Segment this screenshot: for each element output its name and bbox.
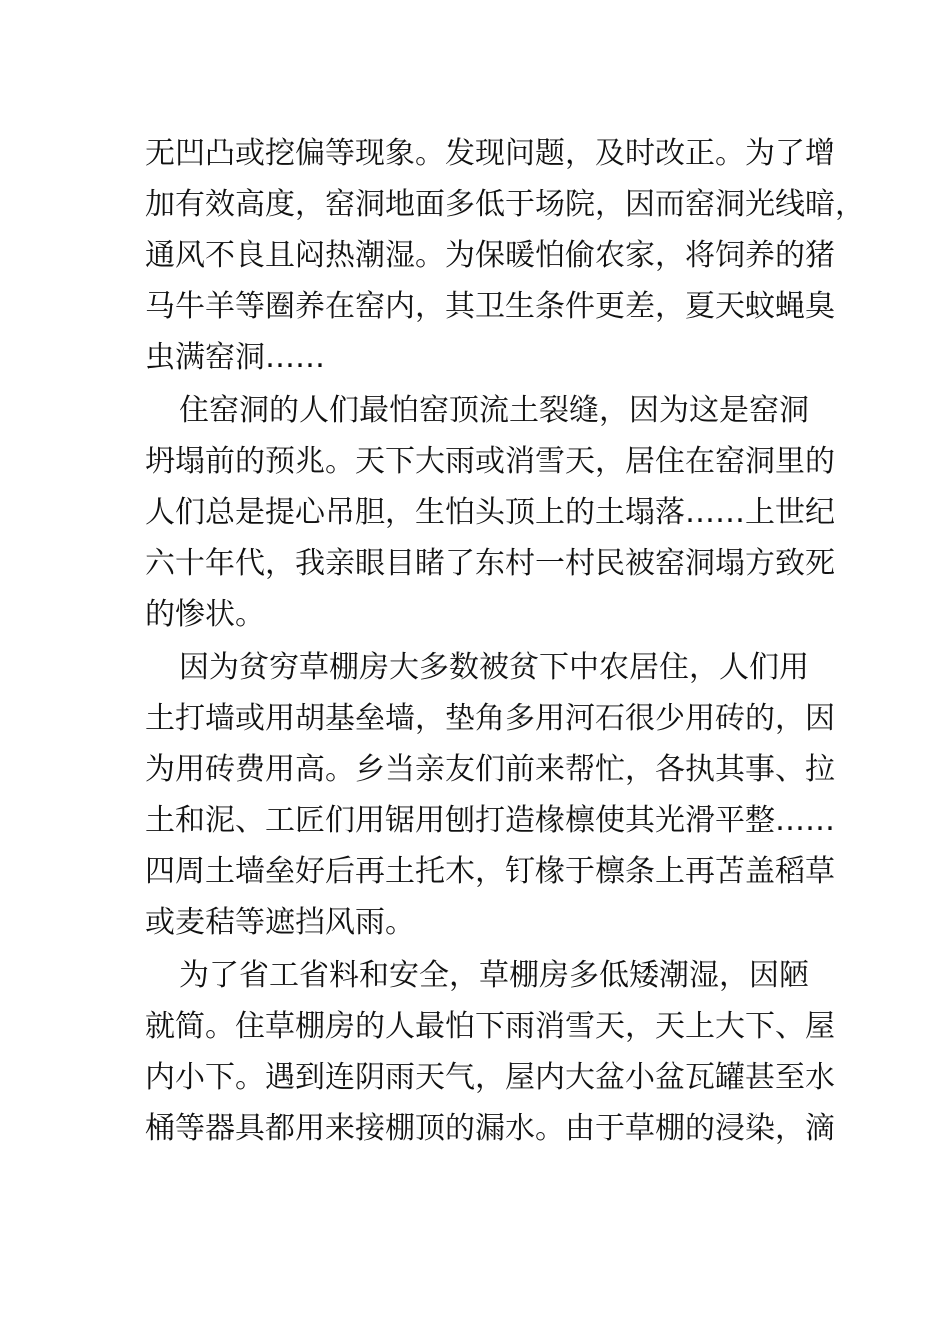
paragraph-line: 马牛羊等圈养在窑内，其卫生条件更差，夏天蚊蝇臭 <box>145 289 835 324</box>
paragraph-line: 坍塌前的预兆。天下大雨或消雪天，居住在窑洞里的 <box>145 444 835 479</box>
paragraph-line: 或麦秸等遮挡风雨。 <box>145 905 415 940</box>
paragraph-line: 因为贫穷草棚房大多数被贫下中农居住，人们用 <box>179 650 809 685</box>
paragraph-line: 为用砖费用高。乡当亲友们前来帮忙，各执其事、拉 <box>145 752 835 787</box>
paragraph-line: 的惨状。 <box>145 597 265 632</box>
paragraph-4 <box>145 950 835 1154</box>
paragraph-line: 人们总是提心吊胆，生怕头顶上的土塌落……上世纪 <box>145 495 835 530</box>
paragraph-line: 就简。住草棚房的人最怕下雨消雪天，天上大下、屋 <box>145 1009 835 1044</box>
paragraph-line: 通风不良且闷热潮湿。为保暖怕偷农家，将饲养的猪 <box>145 238 835 273</box>
paragraph-line: 为了省工省料和安全，草棚房多低矮潮湿，因陋 <box>179 958 809 993</box>
paragraph-1 <box>145 128 865 383</box>
paragraph-line: 六十年代，我亲眼目睹了东村一村民被窑洞塌方致死 <box>145 546 835 581</box>
body-text <box>145 128 865 1154</box>
paragraph-line: 虫满窑洞…… <box>145 340 325 375</box>
paragraph-line: 无凹凸或挖偏等现象。发现问题，及时改正。为了增 <box>145 136 835 171</box>
paragraph-line: 四周土墙垒好后再土托木，钉椽于檩条上再苫盖稻草 <box>145 854 835 889</box>
paragraph-3 <box>145 642 835 948</box>
paragraph-line: 土打墙或用胡基垒墙，垫角多用河石很少用砖的，因 <box>145 701 835 736</box>
paragraph-line: 桶等器具都用来接棚顶的漏水。由于草棚的浸染，滴 <box>145 1111 835 1146</box>
paragraph-line: 住窑洞的人们最怕窑顶流土裂缝，因为这是窑洞 <box>179 393 809 428</box>
paragraph-line: 土和泥、工匠们用锯用刨打造椽檩使其光滑平整…… <box>145 803 835 838</box>
paragraph-2 <box>145 385 835 640</box>
paragraph-line: 加有效高度，窑洞地面多低于场院，因而窑洞光线暗， <box>145 187 865 222</box>
paragraph-line: 内小下。遇到连阴雨天气，屋内大盆小盆瓦罐甚至水 <box>145 1060 835 1095</box>
